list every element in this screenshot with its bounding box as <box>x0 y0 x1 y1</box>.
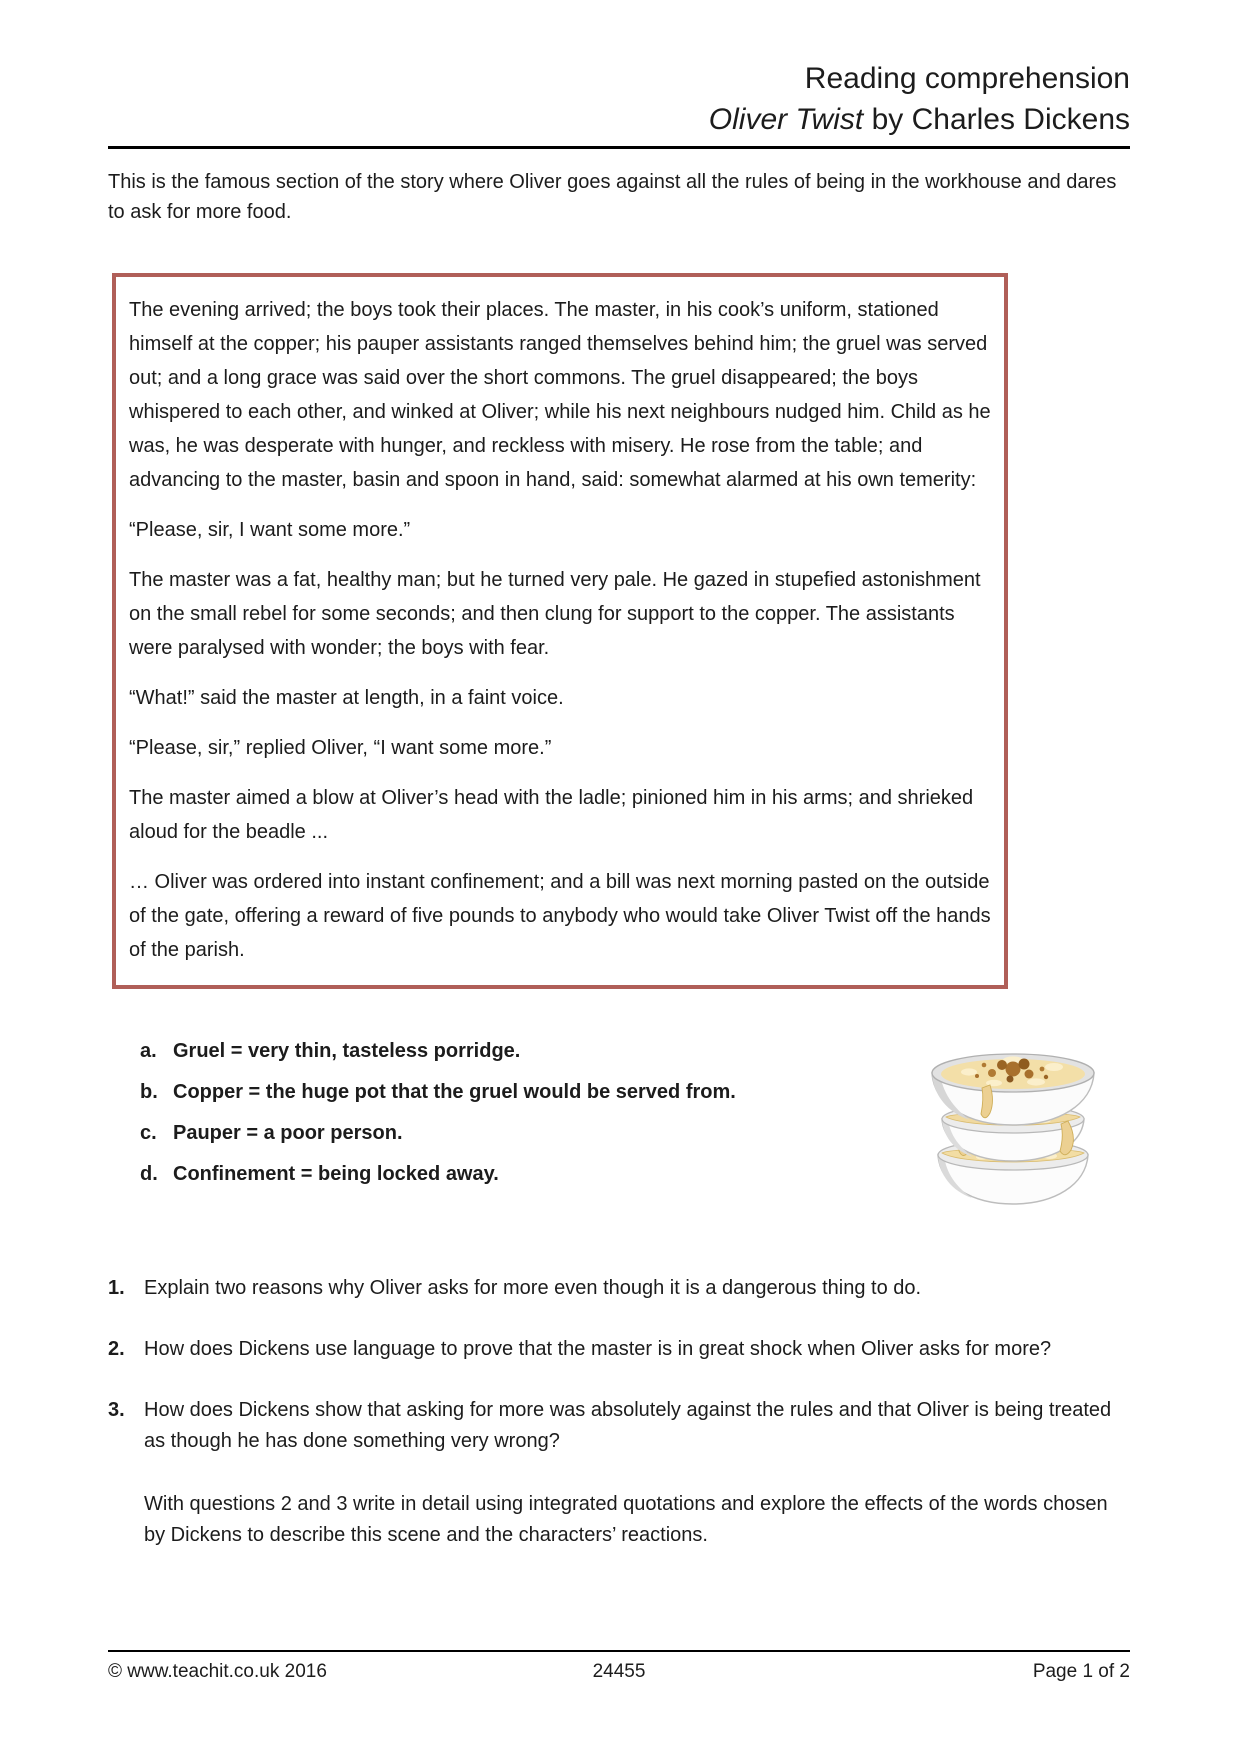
page-header <box>108 0 1130 140</box>
question-text: How does Dickens show that asking for more was absolutely against the rules and that Oliver is being treated as though he has done something very wrong? <box>144 1399 1112 1452</box>
footer-page-number: Page 1 of 2 <box>1032 1661 1131 1682</box>
definition-letter: c. <box>140 1122 157 1144</box>
gruel-bowls-image <box>924 1025 1102 1211</box>
question-text: Explain two reasons why Oliver asks for more even though it is a dangerous thing to do. <box>144 1277 922 1299</box>
definition-letter: d. <box>140 1163 158 1185</box>
definition-text: Gruel = very thin, tasteless porridge. <box>173 1040 521 1062</box>
page-footer <box>108 1650 1130 1683</box>
definition-text: Pauper = a poor person. <box>173 1122 403 1144</box>
footer-copyright: © www.teachit.co.uk 2016 <box>108 1661 327 1682</box>
questions-list <box>108 1273 1130 1457</box>
definition-letter: a. <box>140 1040 157 1062</box>
passage-paragraph: “Please, sir,” replied Oliver, “I want some more.” <box>129 737 552 759</box>
question-text: How does Dickens use language to prove that the master is in great shock when Oliver asks for more? <box>144 1338 1052 1360</box>
passage-box <box>112 273 1008 989</box>
question-number: 1. <box>108 1277 125 1299</box>
passage-paragraph: … Oliver was ordered into instant confinement; and a bill was next morning pasted on the outside of the gate, offering a reward of five pounds to anybody who would take Oliver Twist off the hands of the parish. <box>129 871 991 961</box>
passage-paragraph: “What!” said the master at length, in a faint voice. <box>129 687 564 709</box>
question-item <box>108 1273 1130 1304</box>
definition-text: Confinement = being locked away. <box>173 1163 499 1185</box>
book-author: by Charles Dickens <box>863 103 1130 136</box>
header-title <box>108 99 1130 140</box>
definition-item <box>140 1037 820 1065</box>
passage-paragraph: The evening arrived; the boys took their places. The master, in his cook’s uniform, stationed himself at the copper; his pauper assistants ranged themselves behind him; the gruel was served out; and a long grace was said over the short commons. The gruel disappeared; the boys whispered to each other, and winked at Oliver; while his next neighbours nudged him. Child as he was, he was desperate with hunger, and reckless with misery. He rose from the table; and advancing to the master, basin and spoon in hand, said: somewhat alarmed at his own temerity: <box>129 299 991 491</box>
intro-paragraph: This is the famous section of the story where Oliver goes against all the rules of being in the workhouse and dares to ask for more food. <box>108 171 1117 223</box>
question-item <box>108 1395 1130 1457</box>
question-number: 2. <box>108 1338 125 1360</box>
definitions-section <box>108 1037 1130 1233</box>
header-subject: Reading comprehension <box>804 62 1130 95</box>
book-title: Oliver Twist <box>708 103 864 136</box>
definition-text: Copper = the huge pot that the gruel would be served from. <box>173 1081 736 1103</box>
header-rule <box>108 146 1130 149</box>
definitions-list <box>140 1037 820 1188</box>
questions-note: With questions 2 and 3 write in detail using integrated quotations and explore the effects of the words chosen by Dickens to describe this scene and the characters’ reactions. <box>144 1493 1108 1546</box>
question-item <box>108 1334 1130 1365</box>
footer-resource-id: 24455 <box>592 1661 646 1682</box>
definition-letter: b. <box>140 1081 158 1103</box>
definition-item <box>140 1119 820 1147</box>
passage-paragraph: The master was a fat, healthy man; but he turned very pale. He gazed in stupefied astonishment on the small rebel for some seconds; and then clung for support to the copper. The assistants were paralysed with wonder; the boys with fear. <box>129 569 981 659</box>
definition-item <box>140 1078 820 1106</box>
definition-item <box>140 1160 820 1188</box>
passage-paragraph: “Please, sir, I want some more.” <box>129 519 411 541</box>
question-number: 3. <box>108 1399 125 1421</box>
passage-paragraph: The master aimed a blow at Oliver’s head with the ladle; pinioned him in his arms; and shrieked aloud for the beadle ... <box>129 787 974 843</box>
